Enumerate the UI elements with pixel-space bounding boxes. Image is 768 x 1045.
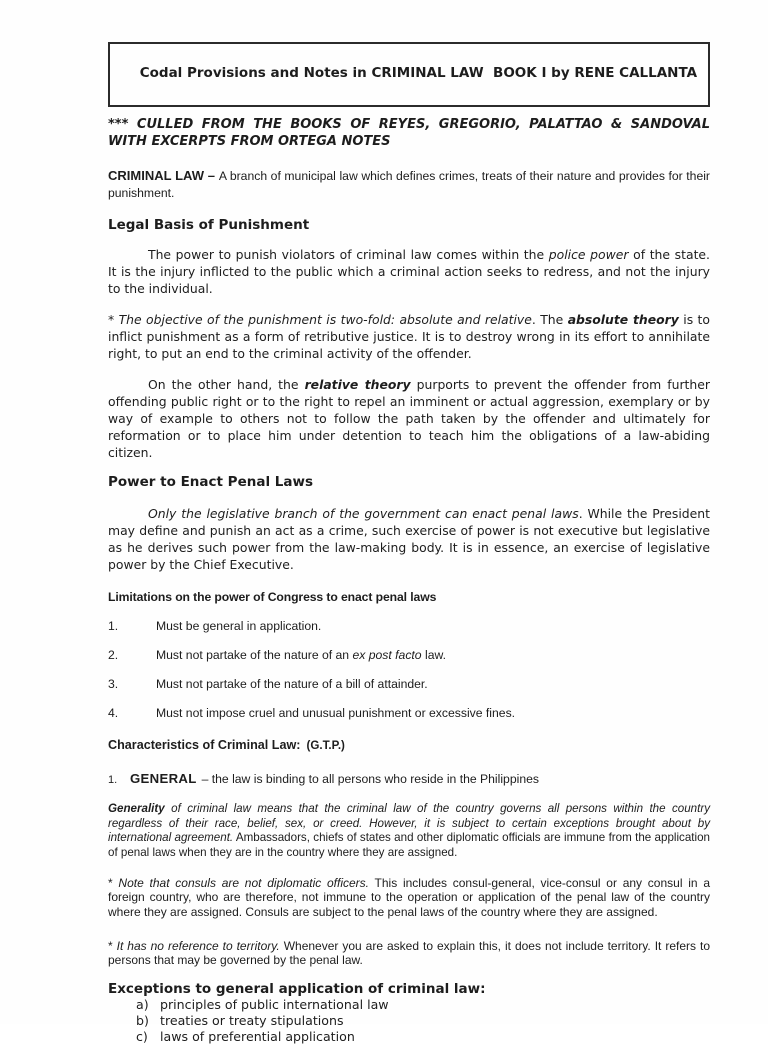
limitations-list [108,619,710,721]
heading-characteristics: Characteristics of Criminal Law: (G.T.P.) [108,738,345,752]
paragraph-police-power: The power to punish violators of criminal law comes within the police power of the state. It is the injury inflicted to the public which a criminal action seeks to redress, and not the injury to the individual. [108,247,710,296]
heading-exceptions: Exceptions to general application of criminal law: [108,980,486,997]
limitation-item-3 [108,677,710,692]
characteristic-general [108,771,710,788]
list-text: Must not partake of the nature of a bill of attainder. [156,677,428,691]
heading-legal-basis: Legal Basis of Punishment [108,217,310,233]
general-label: GENERAL [130,771,197,786]
list-number: 1. [108,774,118,786]
exception-item-c [108,1029,710,1045]
heading-limitations: Limitations on the power of Congress to enact penal laws [108,590,437,604]
list-marker: b) [136,1012,149,1028]
heading-power-to-enact: Power to Enact Penal Laws [108,474,313,490]
list-marker: c) [136,1028,148,1044]
characteristics-abbr: (G.T.P.) [306,739,345,752]
list-number: 3. [108,677,119,691]
list-number: 1. [108,619,119,633]
term-criminal-law: CRIMINAL LAW – [108,168,219,183]
exceptions-list [108,997,710,1045]
exception-item-a [108,997,710,1013]
paragraph-relative-theory: On the other hand, the relative theory purports to prevent the offender from further offending public right or to the right to repel an imminent or actual aggression, exemplary or by way of example to others not to follow the path taken by the offender and ultimately for reformation or to place him under detention to teach him the obligations of a law-abiding citizen. [108,377,710,460]
definition-text: A branch of municipal law which defines crimes, treats of their nature and provides for their punishment. [108,169,710,200]
list-number: 2. [108,648,119,662]
list-text: Must not partake of the nature of an ex post facto law. [156,648,446,662]
paragraph-generality: Generality of criminal law means that the criminal law of the country governs all persons within the country regardless of their race, belief, sex, or creed. However, it is subject to certain exceptions brought about by international agreement. Ambassadors, chiefs of states and other diplomatic officials are immune from the application of penal laws when they are in the country where they are assigned. [108,802,710,860]
general-text: GENERAL – the law is binding to all persons who reside in the Philippines [130,771,539,786]
criminal-law-definition [108,168,710,201]
list-text: Must not impose cruel and unusual punishment or excessive fines. [156,706,516,720]
note-consuls: * Note that consuls are not diplomatic officers. This includes consul-general, vice-consul or any consul in a foreign country, who are therefore, not immune to the operation or application of the penal law of the country where they are assigned. Consuls are subject to the penal laws of the country where they are assigned. [108,875,710,919]
limitation-item-4 [108,706,710,721]
list-text: treaties or treaty stipulations [160,1012,344,1028]
list-text: Must be general in application. [156,619,322,633]
limitation-item-2 [108,648,710,663]
source-note: *** CULLED FROM THE BOOKS OF REYES, GREGORIO, PALATTAO & SANDOVAL WITH EXCERPTS FROM ORTEGA NOTES [108,117,710,149]
paragraph-two-fold-objective: * The objective of the punishment is two-fold: absolute and relative. The absolute theory is to inflict punishment as a form of retributive justice. It is to destroy wrong in its effort to annihilate right, to put an end to the criminal activity of the offender. [108,312,710,361]
exception-item-b [108,1013,710,1029]
page-title: Codal Provisions and Notes in CRIMINAL LAW BOOK I by RENE CALLANTA [139,65,698,81]
paragraph-legislative-power: Only the legislative branch of the government can enact penal laws. While the President may define and punish an act as a crime, such exercise of power is not executive but legislative as he derives such power from the law-making body. It is in essence, an exercise of legislative power by the Chief Executive. [108,506,710,572]
note-territory: * It has no reference to territory. Whenever you are asked to explain this, it does not include territory. It refers to persons that may be governed by the penal law. [108,938,710,968]
list-text: laws of preferential application [160,1028,355,1044]
title-box [108,42,710,107]
list-marker: a) [136,996,149,1012]
list-text: principles of public international law [160,996,389,1012]
list-number: 4. [108,706,119,720]
limitation-item-1 [108,619,710,634]
